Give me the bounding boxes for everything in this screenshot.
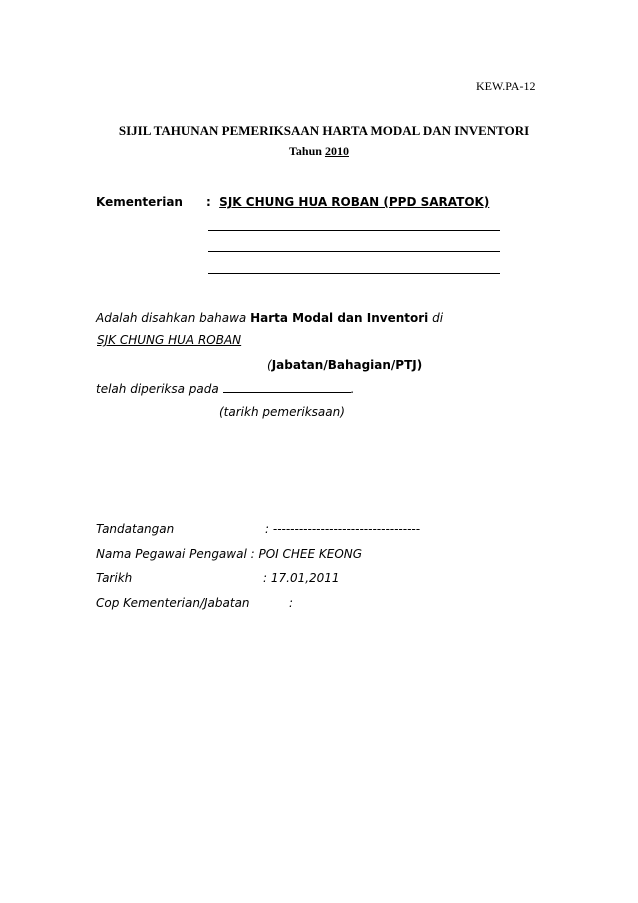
school-name: SJK CHUNG HUA ROBAN (97, 333, 242, 347)
officer-label: Nama Pegawai Pengawal : (96, 547, 255, 561)
ministry-label: Kementerian (96, 195, 183, 209)
blank-line-1 (208, 230, 500, 231)
sign-value: : ---------------------------------- (265, 522, 421, 536)
department-line (267, 358, 422, 372)
document-title: SIJIL TAHUNAN PEMERIKSAAN HARTA MODAL DAN INVENTORI (118, 123, 530, 138)
certification-bold: Harta Modal dan Inventori (250, 311, 429, 325)
blank-line-3 (208, 273, 500, 274)
year-line (0, 144, 638, 159)
ministry-colon: : (206, 195, 211, 209)
year-label: Tahun (289, 144, 322, 158)
stamp-label: Cop Kementerian/Jabatan (96, 596, 250, 610)
date-blank (223, 382, 351, 393)
sign-label: Tandatangan (96, 522, 175, 536)
department-open-paren: ( (267, 358, 272, 372)
form-code: KEW.PA-12 (476, 79, 536, 93)
officer-line (96, 547, 362, 561)
certification-intro: Adalah disahkan bahawa (96, 311, 247, 325)
department-label: Jabatan/Bahagian/PTJ) (271, 358, 423, 372)
stamp-colon: : (289, 596, 294, 610)
ministry-value: SJK CHUNG HUA ROBAN (PPD SARATOK) (219, 195, 490, 209)
blank-line-2 (208, 251, 500, 252)
certification-di: di (432, 311, 444, 325)
year-value: 2010 (324, 144, 349, 158)
checked-line (96, 382, 354, 396)
date-label: Tarikh (96, 571, 133, 585)
checked-end: . (350, 382, 355, 396)
certification-line (96, 311, 443, 325)
officer-value: POI CHEE KEONG (258, 547, 363, 561)
date-caption: (tarikh pemeriksaan) (219, 405, 345, 419)
date-value: : 17.01,2011 (263, 571, 340, 585)
checked-text: telah diperiksa pada (96, 382, 219, 396)
ministry-value-line (206, 195, 489, 209)
